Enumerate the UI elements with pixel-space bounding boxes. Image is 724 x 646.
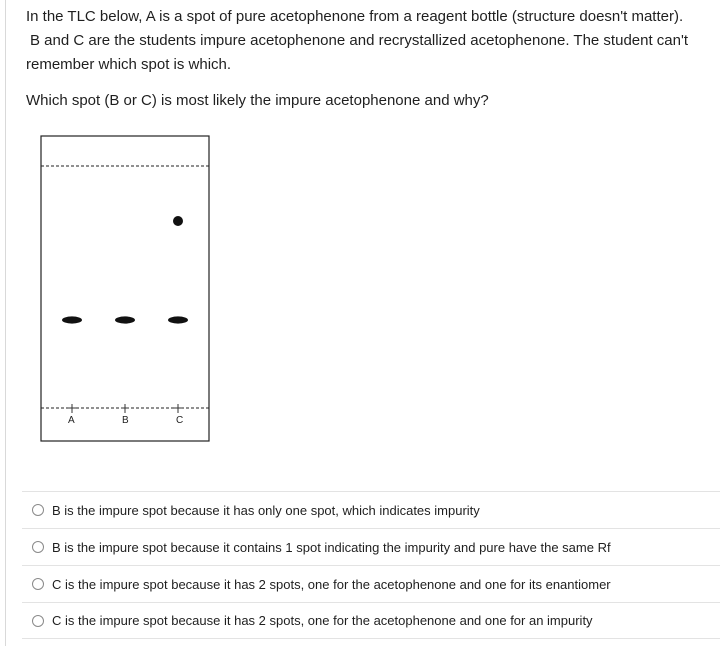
- radio-button-icon[interactable]: [32, 578, 44, 590]
- question-prompt: Which spot (B or C) is most likely the impure acetophenone and why?: [26, 92, 489, 109]
- lane-label-c: C: [176, 415, 184, 426]
- answer-option-3[interactable]: [22, 565, 720, 602]
- answer-option-1[interactable]: [22, 491, 720, 528]
- question-line-1: In the TLC below, A is a spot of pure acetophenone from a reagent bottle (structure doesn't matter).: [26, 8, 684, 25]
- lane-label-b: B: [122, 415, 129, 426]
- answer-option-label: B is the impure spot because it has only one spot, which indicates impurity: [52, 502, 480, 518]
- answer-options: [22, 491, 720, 639]
- question-line-2: B and C are the students impure acetophenone and recrystallized acetophenone. The student can't: [30, 32, 689, 49]
- lane-label-a: A: [68, 415, 75, 426]
- answer-option-label: B is the impure spot because it contains 1 spot indicating the impurity and pure have the same Rf: [52, 539, 611, 555]
- tlc-plate: [39, 134, 211, 444]
- left-border: [5, 0, 6, 646]
- spot-a: [62, 316, 82, 323]
- spot-c-lower: [168, 316, 188, 323]
- tlc-plate-outline: [41, 136, 209, 441]
- answer-option-2[interactable]: [22, 528, 720, 565]
- spot-b: [115, 316, 135, 323]
- answer-option-label: C is the impure spot because it has 2 spots, one for the acetophenone and one for its enantiomer: [52, 576, 611, 592]
- spot-c-upper: [173, 216, 183, 226]
- radio-button-icon[interactable]: [32, 504, 44, 516]
- radio-button-icon[interactable]: [32, 615, 44, 627]
- answer-option-label: C is the impure spot because it has 2 spots, one for the acetophenone and one for an impurity: [52, 613, 593, 628]
- radio-button-icon[interactable]: [32, 541, 44, 553]
- question-text: [26, 5, 724, 113]
- answer-option-4[interactable]: [22, 602, 720, 639]
- question-line-3: remember which spot is which.: [26, 56, 232, 73]
